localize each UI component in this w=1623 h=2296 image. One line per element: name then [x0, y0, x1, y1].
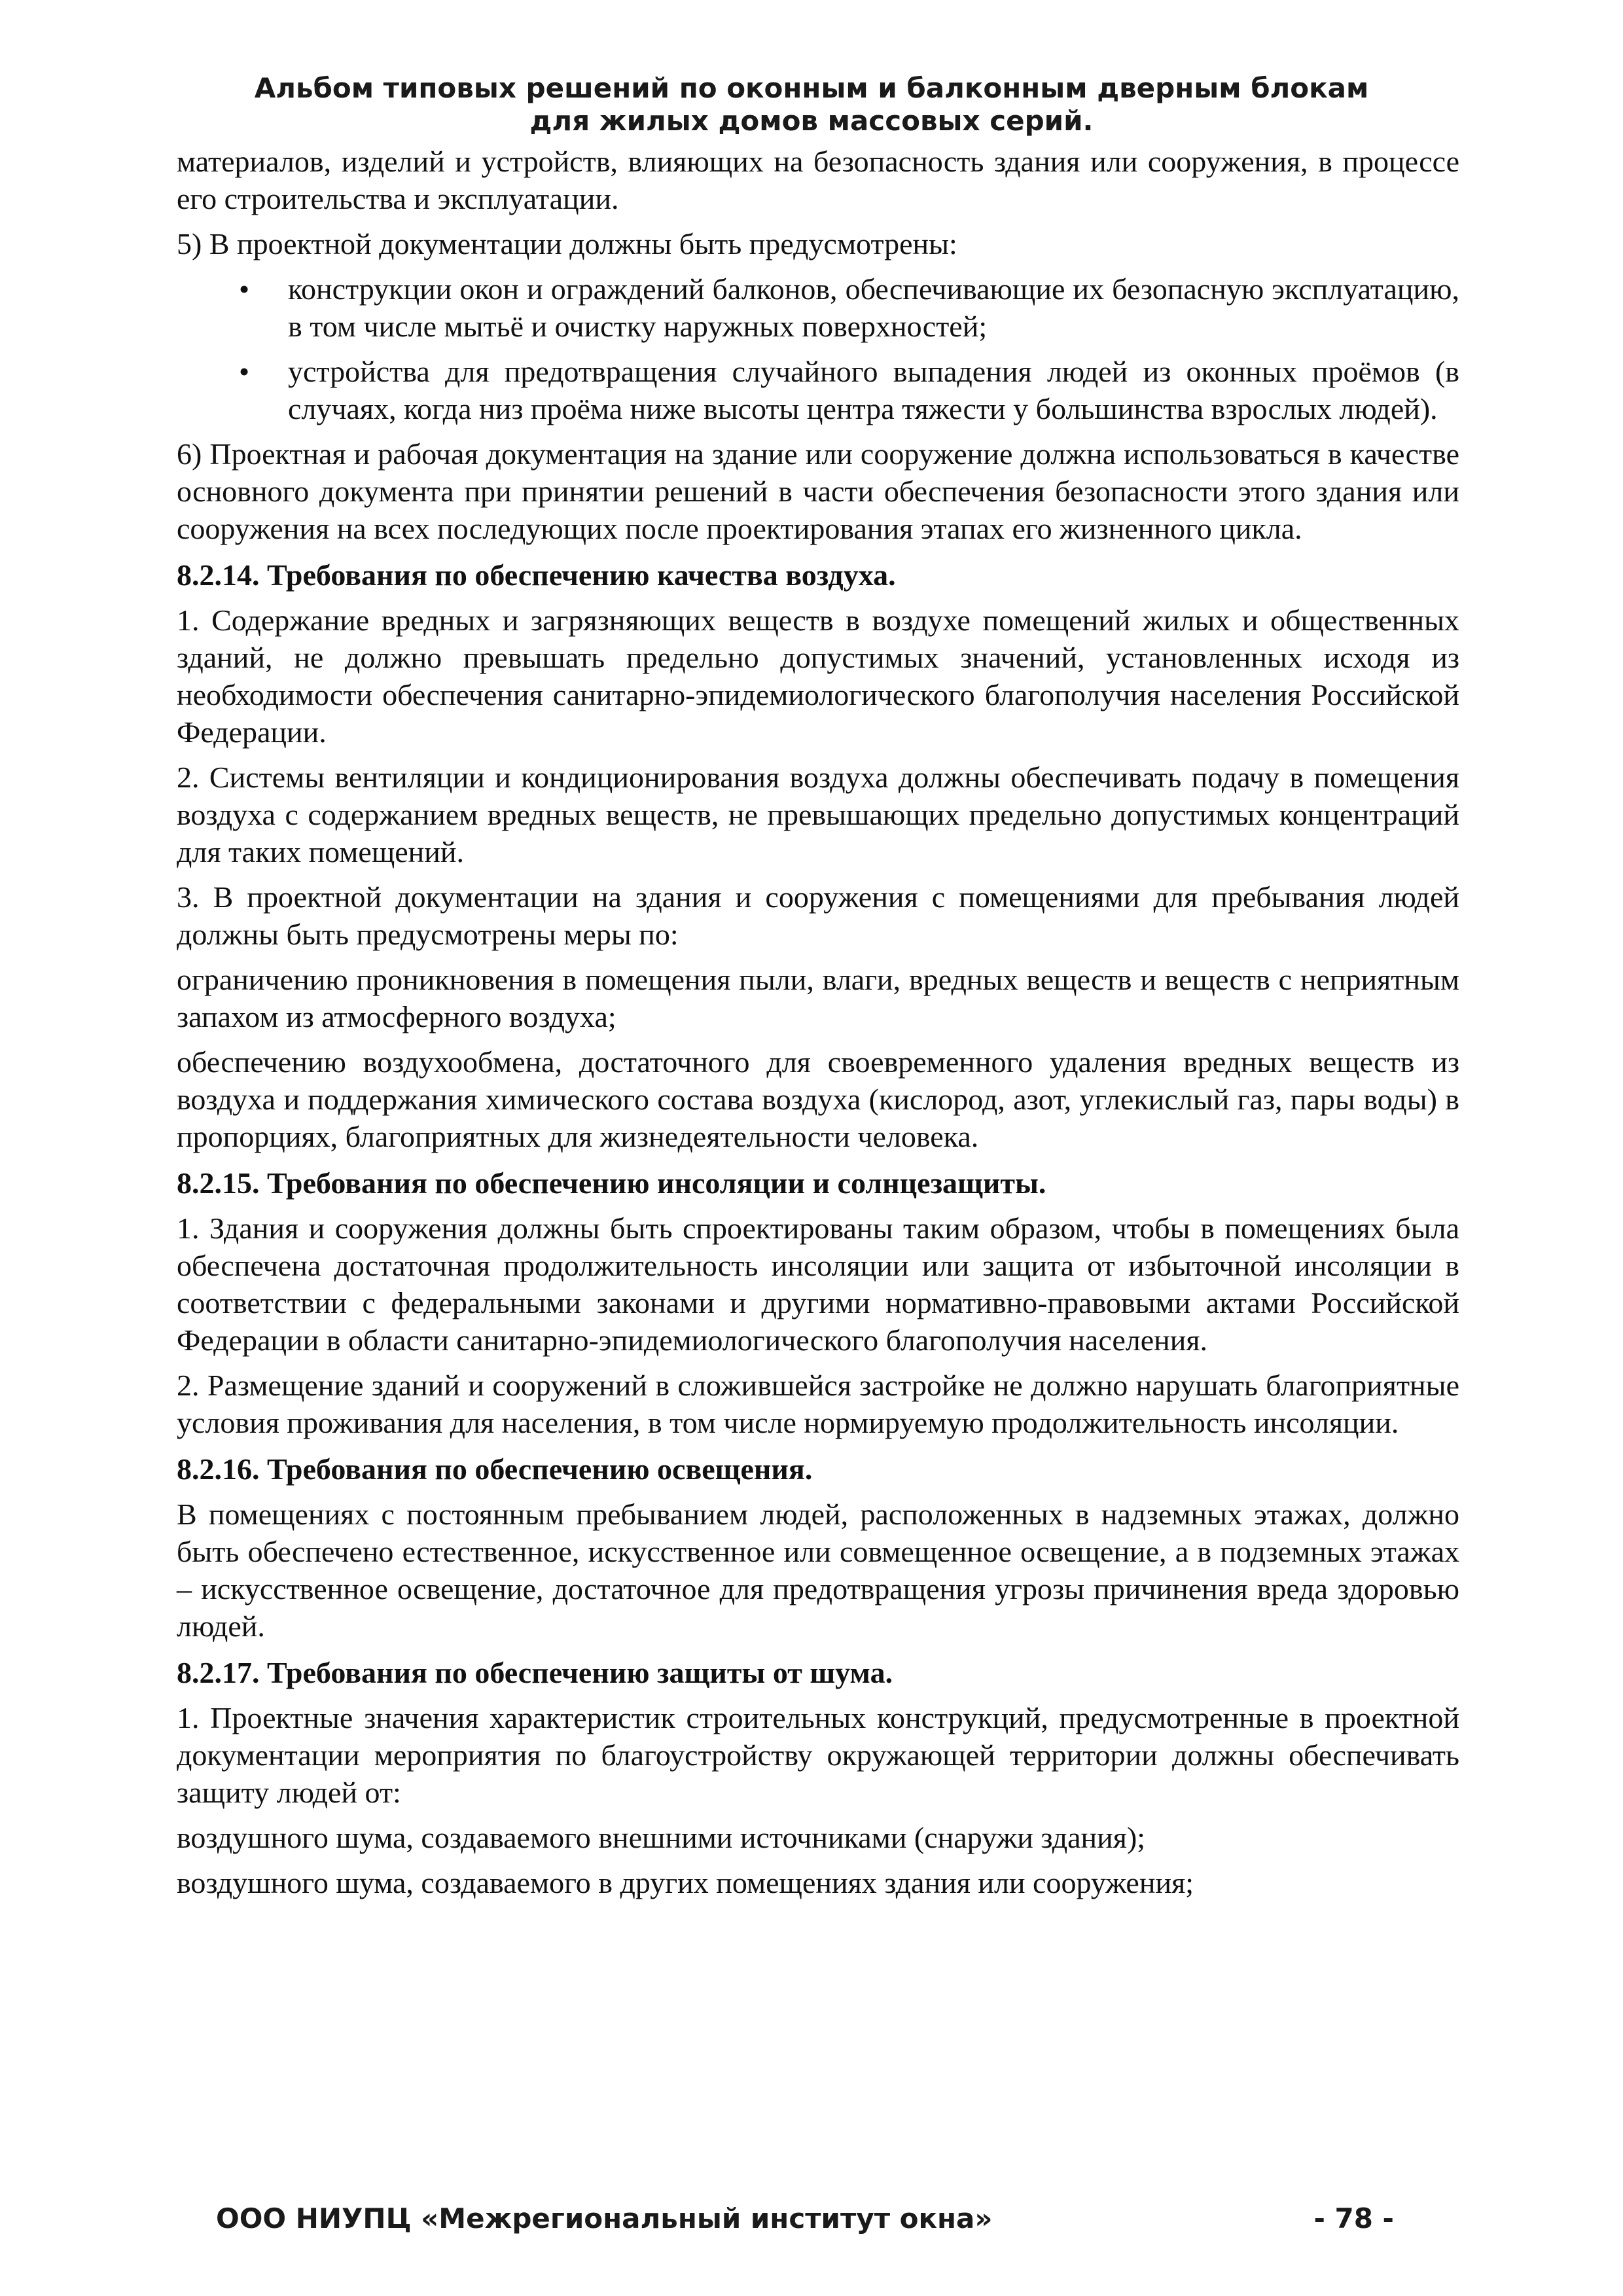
paragraph-continuation: материалов, изделий и устройств, влияющих на безопасность здания или сооружения, в процессе его строительства и эксплуатации. — [177, 145, 1459, 215]
page-number: - 78 - — [1313, 2202, 1394, 2234]
paragraph-5: 5) В проектной документации должны быть предусмотрены: — [177, 227, 957, 260]
paragraph: 2. Размещение зданий и сооружений в сложившейся застройке не должно нарушать благоприятные условия проживания для населения, в том числе нормируемую продолжительность инсоляции. — [177, 1369, 1459, 1439]
page-body — [177, 143, 1459, 1909]
section-heading-8-2-16: 8.2.16. Требования по обеспечению освещения. — [177, 1452, 813, 1486]
bullet-list — [177, 270, 1459, 427]
paragraph: В помещениях с постоянным пребыванием людей, расположенных в надземных этажах, должно быть обеспечено естественное, искусственное или совмещенное освещение, а в подземных этажах – искусственное освещение, достаточное для предотвращения угрозы причинения вреда здоровью людей. — [177, 1498, 1459, 1643]
section-heading-8-2-14: 8.2.14. Требования по обеспечению качества воздуха. — [177, 558, 896, 592]
paragraph: 1. Здания и сооружения должны быть спроектированы таким образом, чтобы в помещениях была обеспечена достаточная продолжительность инсоляции или защита от избыточной инсоляции в соответствии с федеральными законами и другими нормативно-правовыми актами Российской Федерации в области санитарно-эпидемиологического благополучия населения. — [177, 1211, 1459, 1357]
footer-organization: ООО НИУПЦ «Межрегиональный институт окна» — [216, 2202, 993, 2234]
paragraph: 1. Проектные значения характеристик строительных конструкций, предусмотренные в проектной документации мероприятия по благоустройству окружающей территории должны обеспечивать защиту людей от: — [177, 1701, 1459, 1809]
header-line-2: для жилых домов массовых серий. — [529, 105, 1094, 137]
section-heading-8-2-17: 8.2.17. Требования по обеспечению защиты от шума. — [177, 1656, 893, 1689]
bullet-item — [239, 353, 1459, 427]
bullet-item — [239, 270, 1459, 345]
paragraph: воздушного шума, создаваемого в других помещениях здания или сооружения; — [177, 1866, 1194, 1899]
bullet-marker: • — [239, 272, 250, 306]
paragraph: 2. Системы вентиляции и кондиционирования воздуха должны обеспечивать подачу в помещения воздуха с содержанием вредных веществ, не превышающих предельно допустимых концентраций для таких помещений. — [177, 761, 1459, 869]
paragraph: ограничению проникновения в помещения пыли, влаги, вредных веществ и веществ с неприятным запахом из атмосферного воздуха; — [177, 963, 1459, 1033]
paragraph: воздушного шума, создаваемого внешними источниками (снаружи здания); — [177, 1821, 1146, 1854]
paragraph: 3. В проектной документации на здания и сооружения с помещениями для пребывания людей должны быть предусмотрены меры по: — [177, 880, 1459, 951]
paragraph: обеспечению воздухообмена, достаточного для своевременного удаления вредных веществ из воздуха и поддержания химического состава воздуха (кислород, азот, углекислый газ, пары воды) в пропорциях, благоприятных для жизнедеятельности человека. — [177, 1045, 1459, 1153]
running-header — [0, 72, 1623, 137]
header-line-1: Альбом типовых решений по оконным и балконным дверным блокам — [254, 72, 1369, 104]
paragraph-6: 6) Проектная и рабочая документация на здание или сооружение должна использоваться в качестве основного документа при принятии решений в части обеспечения безопасности этого здания или сооружения на всех последующих после проектирования этапах его жизненного цикла. — [177, 437, 1459, 545]
bullet-text: конструкции окон и ограждений балконов, обеспечивающие их безопасную эксплуатацию, в том числе мытьё и очистку наружных поверхностей; — [288, 272, 1459, 343]
bullet-text: устройства для предотвращения случайного выпадения людей из оконных проёмов (в случаях, когда низ проёма ниже высоты центра тяжести у большинства взрослых людей). — [288, 355, 1459, 425]
paragraph: 1. Содержание вредных и загрязняющих веществ в воздухе помещений жилых и общественных зданий, не должно превышать предельно допустимых значений, установленных исходя из необходимости обеспечения санитарно-эпидемиологического благополучия населения Российской Федерации. — [177, 603, 1459, 749]
section-heading-8-2-15: 8.2.15. Требования по обеспечению инсоляции и солнцезащиты. — [177, 1166, 1046, 1200]
bullet-marker: • — [239, 355, 250, 388]
